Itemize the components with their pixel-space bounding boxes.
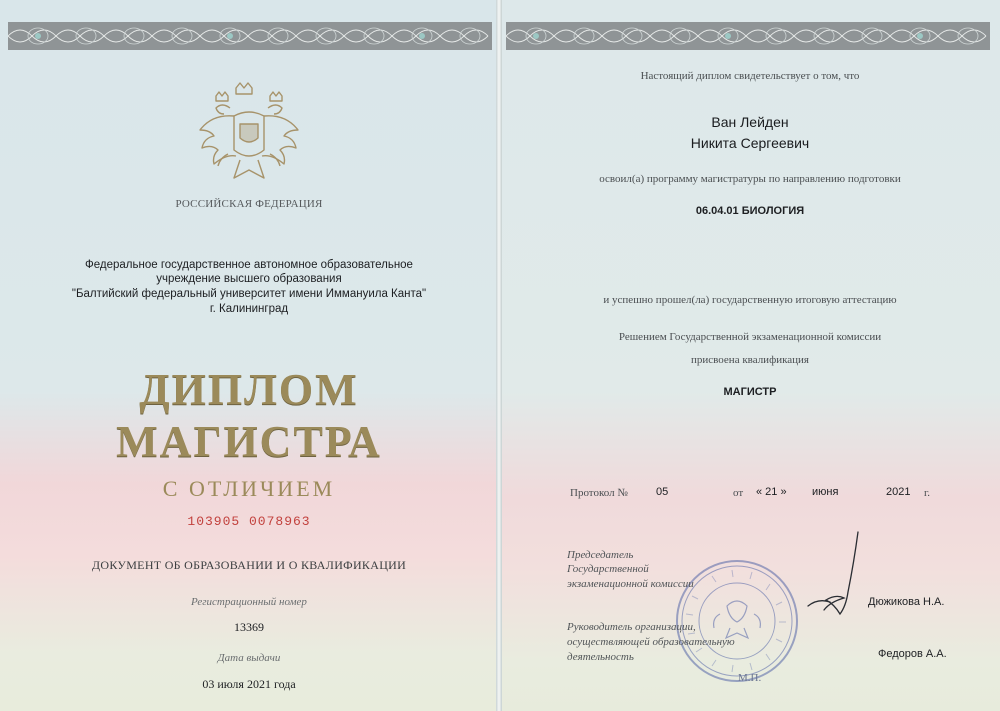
protocol-number: 05 [656, 486, 669, 498]
issue-date-label: Дата выдачи [217, 652, 281, 664]
protocol-label: Протокол № [570, 487, 628, 499]
program-text: освоил(а) программу магистратуры по направлению подготовки [599, 173, 901, 185]
chair-title-3: экзаменационной комиссии [567, 578, 694, 590]
certifies-text: Настоящий диплом свидетельствует о том, что [640, 70, 860, 82]
institution-name: "Балтийский федеральный университет имени Иммануила Канта" [71, 288, 427, 300]
program-code: 06.04.01 БИОЛОГИЯ [695, 205, 805, 217]
attestation-text: и успешно прошел(ла) государственную итоговую аттестацию [603, 294, 897, 306]
serial-number: 103905 0078963 [187, 514, 311, 529]
commission-text-1: Решением Государственной экзаменационной комиссии [618, 331, 882, 343]
graduate-given-names: Никита Сергеевич [690, 135, 810, 151]
graduate-surname: Ван Лейден [711, 114, 789, 130]
registration-number: 13369 [234, 620, 264, 634]
protocol-year-suffix: г. [924, 487, 931, 499]
diploma-title-line-2: МАГИСТРА [116, 417, 382, 466]
qualification: МАГИСТР [723, 386, 777, 398]
document-type: ДОКУМЕНТ ОБ ОБРАЗОВАНИИ И О КВАЛИФИКАЦИИ [91, 558, 407, 572]
protocol-from: от [733, 487, 744, 499]
chair-title-1: Председатель [567, 549, 634, 561]
stamp-mark: М.П. [738, 672, 762, 684]
diploma-title-line-1: ДИПЛОМ [139, 365, 359, 414]
head-name: Федоров А.А. [878, 648, 947, 660]
head-title-1: Руководитель организации, [567, 621, 696, 633]
protocol-day: « 21 » [756, 486, 787, 498]
issue-date: 03 июля 2021 года [202, 677, 296, 691]
head-title-3: деятельность [567, 651, 634, 663]
country-label: РОССИЙСКАЯ ФЕДЕРАЦИЯ [175, 198, 323, 210]
coat-of-arms-icon [194, 80, 304, 195]
honors-label: С ОТЛИЧИЕМ [162, 476, 336, 501]
guilloche-border-right [506, 22, 990, 50]
guilloche-border-left [8, 22, 492, 50]
institution-city: г. Калининград [209, 303, 289, 315]
institution-line-1: Федеральное государственное автономное образовательное [85, 259, 413, 271]
chair-name: Дюжикова Н.А. [868, 596, 945, 608]
protocol-year: 2021 [886, 486, 911, 498]
chair-title-2: Государственной [567, 563, 649, 575]
signature-icon [800, 528, 870, 633]
institution-line-2: учреждение высшего образования [156, 273, 342, 285]
registration-label: Регистрационный номер [191, 596, 307, 608]
protocol-month: июня [812, 486, 839, 498]
commission-text-2: присвоена квалификация [691, 354, 809, 366]
head-title-2: осуществляющей образовательную [567, 636, 735, 648]
